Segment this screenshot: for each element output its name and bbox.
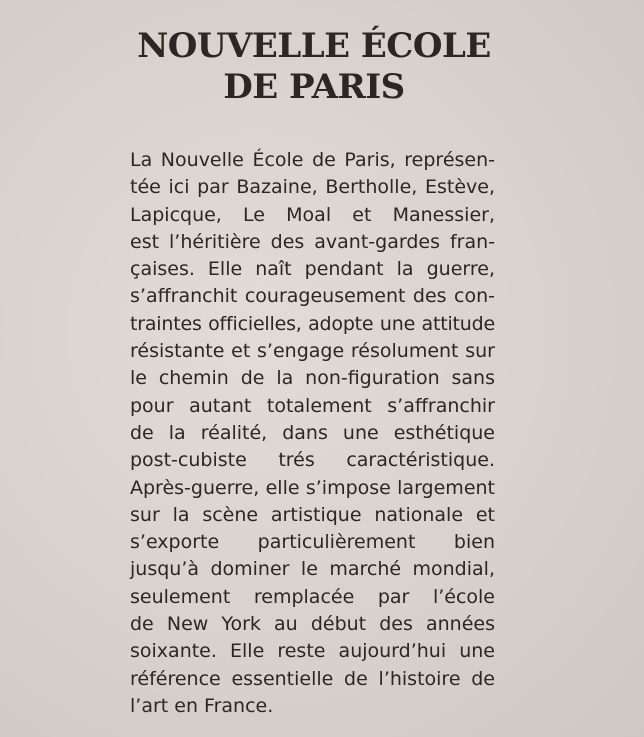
- body-line: soixante. Elle reste aujourd’hui une: [130, 640, 495, 663]
- body-line: résistante et s’engage résolument sur: [130, 340, 495, 363]
- body-line: seulement remplacée par l’école: [130, 585, 495, 608]
- body-line: pour autant totalement s’affranchir: [130, 394, 495, 417]
- body-line: s’exporte particulièrement bien: [130, 531, 495, 554]
- body-line: tée ici par Bazaine, Bertholle, Estève,: [130, 176, 495, 199]
- body-line: est l’héritière des avant-gardes fran-: [130, 230, 495, 253]
- body-line: de New York au début des années: [130, 613, 495, 636]
- body-line: traintes officielles, adopte une attitude: [130, 312, 495, 335]
- panel-title-line-2: DE PARIS: [223, 67, 405, 107]
- body-line-last: l’art en France.: [130, 694, 274, 717]
- body-line: çaises. Elle naît pendant la guerre,: [130, 258, 495, 281]
- body-line: Lapicque, Le Moal et Manessier,: [130, 203, 495, 226]
- body-line: La Nouvelle École de Paris, représen-: [130, 149, 495, 171]
- body-line: le chemin de la non-figuration sans: [130, 367, 495, 390]
- panel-body-text: [130, 147, 495, 720]
- body-line: référence essentielle de l’histoire de: [130, 667, 495, 690]
- body-line: de la réalité, dans une esthétique: [130, 421, 495, 444]
- body-line: Après-guerre, elle s’impose largement: [130, 476, 495, 499]
- panel-title-line-1: NOUVELLE ÉCOLE: [137, 26, 491, 66]
- body-line: s’affranchit courageusement des con-: [130, 285, 495, 308]
- body-line: jusqu’à dominer le marché mondial,: [130, 558, 495, 581]
- body-line: sur la scène artistique nationale et: [130, 503, 495, 526]
- body-line: post-cubiste trés caractéristique.: [130, 449, 495, 472]
